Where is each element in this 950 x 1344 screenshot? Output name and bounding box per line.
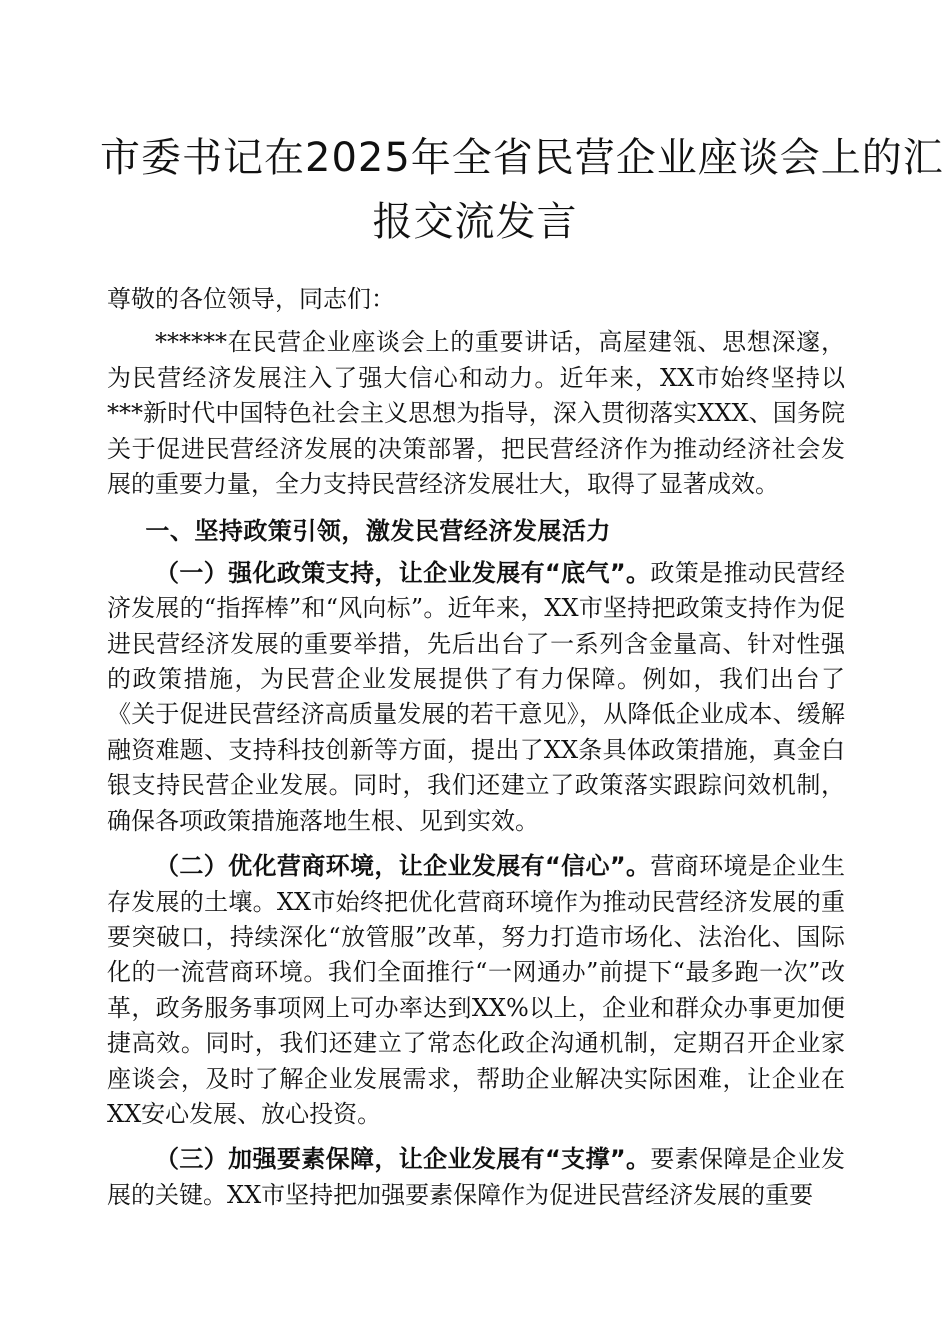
document-body <box>107 282 845 1213</box>
intro-paragraph: ******在民营企业座谈会上的重要讲话，高屋建瓴、思想深邃，为民营经济发展注入了强大信心和动力。近年来，XX市始终坚持以***新时代中国特色社会主义思想为指导，深入贯彻落实XXX、国务院关于促进民营经济发展的决策部署，把民营经济作为推动经济社会发展的重要力量，全力支持民营经济发展壮大，取得了显著成效。 <box>107 328 845 499</box>
paragraph-3-body: 要素保障是企业发展的关键。XX市坚持把加强要素保障作为促进民营经济发展的重要 <box>107 1145 846 1209</box>
paragraph-2-lead: （二）优化营商环境，让企业发展有“信心”。 <box>155 852 651 881</box>
paragraph-2 <box>107 849 845 1132</box>
document-title-line-1: 市委书记在2025年全省民营企业座谈会上的汇 <box>100 135 944 181</box>
paragraph-1 <box>107 556 845 839</box>
document-title-line-2: 报交流发言 <box>372 199 578 245</box>
paragraph-1-lead: （一）强化政策支持，让企业发展有“底气”。 <box>155 558 651 587</box>
paragraph-3-lead: （三）加强要素保障，让企业发展有“支撑”。 <box>155 1145 651 1174</box>
paragraph-1-body: 政策是推动民营经济发展的“指挥棒”和“风向标”。近年来，XX市坚持把政策支持作为促进民营经济发展的重要举措，先后出台了一系列含金量高、针对性强的政策措施，为民营企业发展提供了有力保障。例如，我们出台了《关于促进民营经济高质量发展的若干意见》，从降低企业成本、缓解融资难题、支持科技创新等方面，提出了XX条具体政策措施，真金白银支持民营企业发展。同时，我们还建立了政策落实跟踪问效机制，确保各项政策措施落地生根、见到实效。 <box>107 558 846 835</box>
section-heading-1: 一、坚持政策引领，激发民营经济发展活力 <box>145 517 611 546</box>
paragraph-3 <box>107 1142 845 1213</box>
paragraph-2-body: 营商环境是企业生存发展的土壤。XX市始终把优化营商环境作为推动民营经济发展的重要突破口，持续深化“放管服”改革，努力打造市场化、法治化、国际化的一流营商环境。我们全面推行“一网通办”前提下“最多跑一次”改革，政务服务事项网上可办率达到XX%以上，企业和群众办事更加便捷高效。同时，我们还建立了常态化政企沟通机制，定期召开企业家座谈会，及时了解企业发展需求，帮助企业解决实际困难，让企业在XX安心发展、放心投资。 <box>107 852 846 1128</box>
salutation: 尊敬的各位领导，同志们： <box>107 285 395 313</box>
